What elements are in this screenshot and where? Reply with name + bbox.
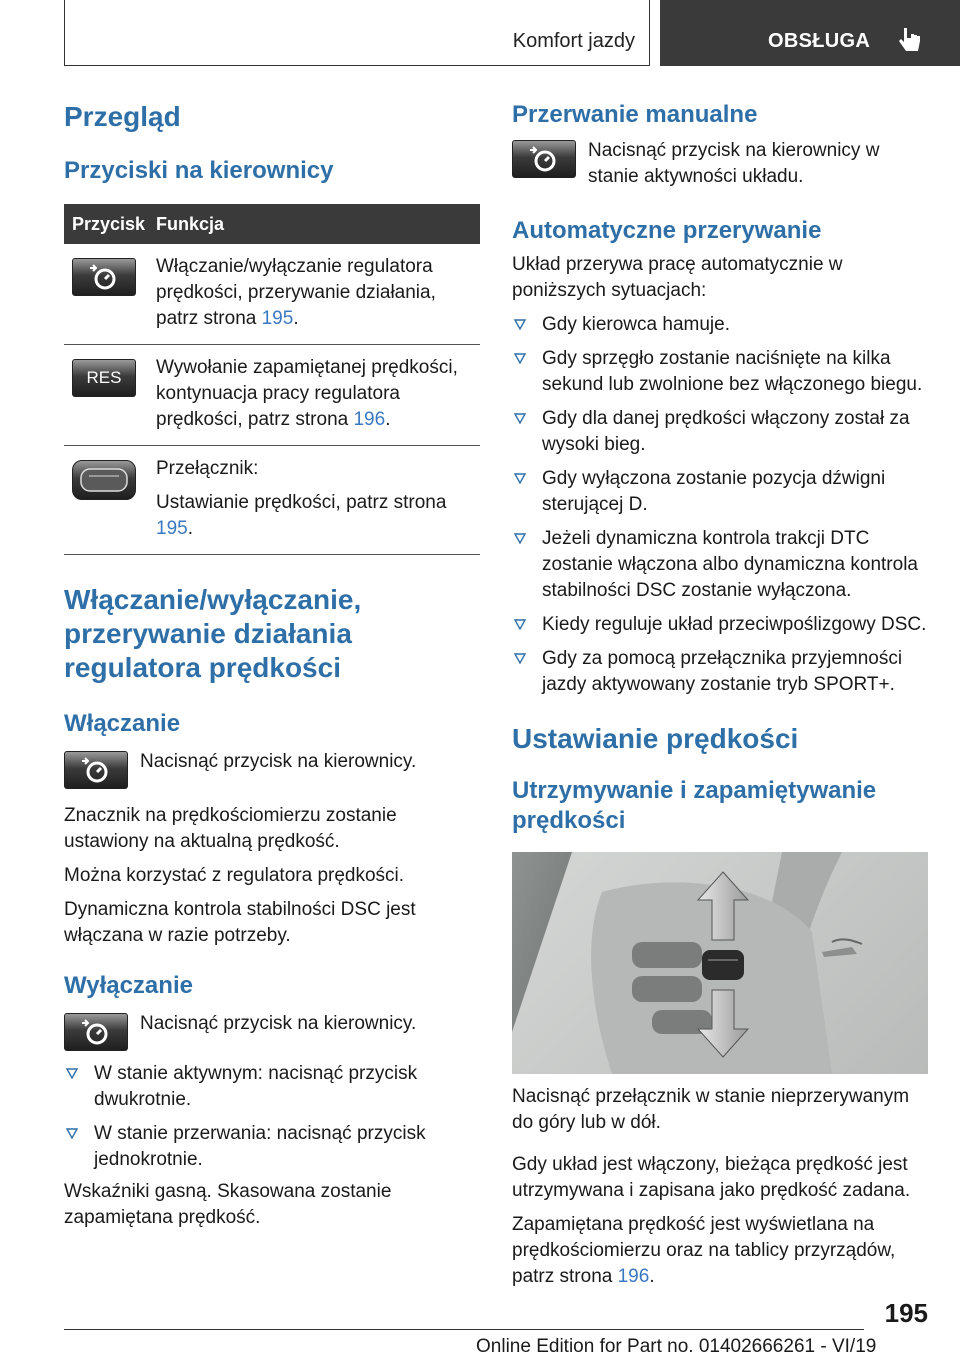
- footer-edition: Online Edition for Part no. 01402666261 - VI/19: [476, 1336, 877, 1357]
- list-item-text: Kiedy reguluje układ przeciwpoślizgowy DSC.: [542, 614, 927, 635]
- paragraph-text: Zapamiętana prędkość jest wyświetlana na prędkościomierzu oraz na tablicy przyrządów, patrz strona: [512, 1214, 896, 1287]
- triangle-bullet-icon: [514, 618, 526, 630]
- triangle-bullet-icon: [514, 352, 526, 364]
- res-icon-label: RES: [86, 368, 122, 387]
- page-header: [0, 0, 960, 66]
- triangle-bullet-icon: [66, 1067, 78, 1079]
- icon-instruction: [64, 749, 480, 789]
- paragraph-punct: .: [649, 1266, 655, 1287]
- footer-divider: [64, 1329, 864, 1330]
- list-item: [512, 612, 928, 638]
- icon-instruction: [512, 138, 928, 190]
- row-description-wrap: [156, 490, 480, 542]
- paragraph: Można korzystać z regulatora prędkości.: [64, 865, 405, 886]
- row-description: Ustawianie prędkości, patrz strona: [156, 492, 447, 513]
- page-link[interactable]: 196: [617, 1266, 650, 1287]
- table-header: [64, 204, 480, 244]
- page-number: 195: [884, 1298, 928, 1328]
- list-item: [512, 312, 928, 338]
- subsection-heading: Przerwanie manualne: [512, 101, 758, 128]
- list-item-text: Gdy wyłączona zostanie pozycja dźwigni sterującej D.: [542, 468, 886, 515]
- row-description: Włączanie/wyłączanie regulatora prędkości, przerywanie działania, patrz strona: [156, 256, 436, 329]
- list-item-text: Gdy kierowca hamuje.: [542, 314, 730, 335]
- section-title: Komfort jazdy: [512, 30, 635, 52]
- hand-pointer-icon: [898, 26, 924, 54]
- paragraph: Dynamiczna kontrola stabilności DSC jest włączana w razie potrzeby.: [64, 899, 416, 946]
- cruise-control-icon: [64, 751, 128, 789]
- buttons-subtitle: Przyciski na kierownicy: [64, 157, 334, 184]
- instruction-text: Nacisnąć przycisk na kierownicy.: [140, 751, 417, 772]
- row-line: Przełącznik:: [156, 458, 259, 479]
- triangle-bullet-icon: [514, 472, 526, 484]
- table-row-text: [156, 254, 480, 332]
- paragraph: Nacisnąć przełącznik w stanie nieprzerywanym do góry lub w dół.: [512, 1086, 910, 1133]
- table-row-text: [156, 456, 480, 542]
- paragraph: Układ przerywa pracę automatycznie w poniższych sytuacjach:: [512, 254, 843, 301]
- table-row: [64, 446, 480, 555]
- paragraph: Wskaźniki gasną. Skasowana zostanie zapamiętana prędkość.: [64, 1181, 392, 1228]
- list-item-text: W stanie przerwania: nacisnąć przycisk jednokrotnie.: [94, 1123, 426, 1170]
- cruise-control-icon: [512, 140, 576, 178]
- right-column: [512, 100, 928, 1290]
- rocker-switch-icon: [72, 460, 136, 500]
- buttons-table: [64, 204, 480, 555]
- list-item: [512, 646, 928, 698]
- paragraph: [512, 1212, 928, 1290]
- row-description: Wywołanie zapamiętanej prędkości, kontynuacja pracy regulatora prędkości, patrz strona: [156, 357, 458, 430]
- list-item: [512, 406, 928, 458]
- section-heading: Ustawianie prędkości: [512, 723, 799, 754]
- instruction-text: Nacisnąć przycisk na kierownicy.: [140, 1013, 417, 1034]
- icon-instruction: [64, 1011, 480, 1051]
- triangle-bullet-icon: [514, 532, 526, 544]
- cruise-control-icon: [72, 258, 136, 296]
- bullet-list: [512, 312, 928, 698]
- list-item: [64, 1121, 480, 1173]
- chapter-tab-label: OBSŁUGA: [768, 30, 871, 52]
- instruction-text: Nacisnąć przycisk na kierownicy w stanie aktywności układu.: [588, 140, 880, 187]
- page-link[interactable]: 196: [353, 409, 386, 430]
- list-item: [512, 466, 928, 518]
- table-row-text: [156, 355, 480, 433]
- subsection-heading: Automatyczne przerywanie: [512, 217, 822, 244]
- subsection-heading: Utrzymywanie i zapamiętywanie prędkości: [512, 777, 877, 834]
- cruise-control-icon: [64, 1013, 128, 1051]
- table-row: [64, 345, 480, 446]
- table-header-function: Funkcja: [156, 213, 225, 234]
- table-row: [64, 244, 480, 345]
- page-title: Przegląd: [64, 101, 181, 132]
- page-link[interactable]: 195: [261, 308, 294, 329]
- list-item-text: Gdy dla danej prędkości włączony został za wysoki bieg.: [542, 408, 910, 455]
- row-punct: .: [293, 308, 299, 329]
- triangle-bullet-icon: [514, 412, 526, 424]
- list-item-text: Gdy za pomocą przełącznika przyjemności jazdy aktywowany zostanie tryb SPORT+.: [542, 648, 903, 695]
- triangle-bullet-icon: [514, 318, 526, 330]
- header-frame: [64, 0, 650, 66]
- row-punct: .: [187, 518, 193, 539]
- list-item: [512, 346, 928, 398]
- table-header-button: Przycisk: [72, 213, 146, 234]
- row-punct: .: [385, 409, 391, 430]
- paragraph: Gdy układ jest włączony, bieżąca prędkość jest utrzymywana i zapisana jako prędkość zadana.: [512, 1154, 911, 1201]
- paragraph: Znacznik na prędkościomierzu zostanie ustawiony na aktualną prędkość.: [64, 805, 397, 852]
- res-icon: [72, 359, 136, 397]
- steering-wheel-photo: [512, 852, 928, 1074]
- subsection-heading: Wyłączanie: [64, 972, 193, 999]
- section-heading: Włączanie/wyłączanie, przerywanie działania regulatora prędkości: [64, 584, 362, 683]
- list-item: [512, 526, 928, 604]
- list-item-text: Jeżeli dynamiczna kontrola trakcji DTC zostanie włączona albo dynamiczna kontrola stabilności DSC zostanie wyłączona.: [542, 528, 918, 601]
- triangle-bullet-icon: [66, 1127, 78, 1139]
- list-item: [64, 1061, 480, 1113]
- triangle-bullet-icon: [514, 652, 526, 664]
- subsection-heading: Włączanie: [64, 710, 181, 737]
- bullet-list: [64, 1061, 480, 1173]
- list-item-text: W stanie aktywnym: nacisnąć przycisk dwukrotnie.: [94, 1063, 418, 1110]
- left-column: [64, 100, 480, 1231]
- list-item-text: Gdy sprzęgło zostanie naciśnięte na kilka sekund lub zwolnione bez włączonego biegu.: [542, 348, 923, 395]
- page-link[interactable]: 195: [156, 518, 188, 539]
- chapter-tab[interactable]: [660, 0, 960, 66]
